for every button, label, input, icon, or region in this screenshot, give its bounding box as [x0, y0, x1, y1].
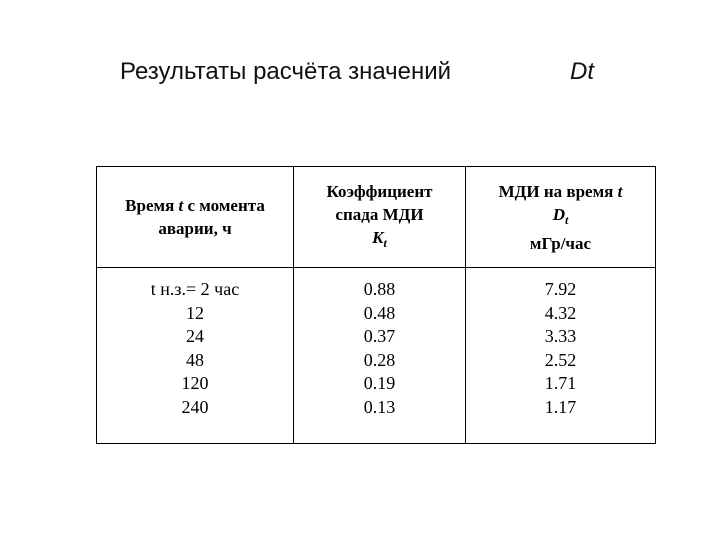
table-cell: 4.32 [544, 302, 577, 323]
table-cell: 240 [181, 396, 209, 417]
header-time-line2: аварии, ч [158, 219, 232, 238]
table-cell: 7.92 [544, 279, 577, 299]
table-cell: 0.88 [363, 279, 396, 299]
table-cell: 24 [186, 326, 204, 346]
header-time-line1: Время t с момента [125, 196, 265, 215]
column-coefficient-values [294, 268, 466, 444]
table-cell: t н.з.= 2 час [150, 279, 240, 299]
table-cell: 120 [181, 373, 209, 393]
table-cell: 3.33 [544, 326, 577, 346]
header-time [97, 167, 294, 268]
header-dose-line1: МДИ на время t [498, 181, 623, 201]
results-table [96, 166, 656, 444]
table-cell: 1.17 [544, 396, 577, 417]
header-coefficient [294, 167, 466, 268]
table-cell: 2.52 [544, 349, 577, 370]
title-variable: Dt [570, 58, 594, 85]
table-row [97, 268, 656, 444]
table-cell: 48 [186, 349, 204, 370]
header-coef-line2: спада МДИ [335, 204, 424, 224]
table-cell: 0.13 [363, 396, 396, 417]
header-coef-line1: Коэффициент [326, 181, 433, 201]
slide-title [0, 58, 720, 94]
table-cell: 0.48 [363, 302, 396, 323]
title-text: Результаты расчёта значений [120, 58, 452, 85]
table-cell: 0.19 [363, 373, 396, 393]
column-time-values [97, 268, 294, 444]
header-dose-symbol: $D_t$ [552, 204, 569, 227]
table-cell: 0.37 [363, 326, 396, 346]
header-row [97, 167, 656, 268]
header-dose-rate [466, 167, 656, 268]
header-dose-unit: мГр/час [529, 233, 592, 253]
table-cell: 1.71 [544, 373, 577, 393]
header-coef-symbol: $K_t$ [372, 227, 387, 250]
column-dose-rate-values [466, 268, 656, 444]
table-cell: 12 [186, 302, 204, 323]
table-cell: 0.28 [363, 349, 396, 370]
